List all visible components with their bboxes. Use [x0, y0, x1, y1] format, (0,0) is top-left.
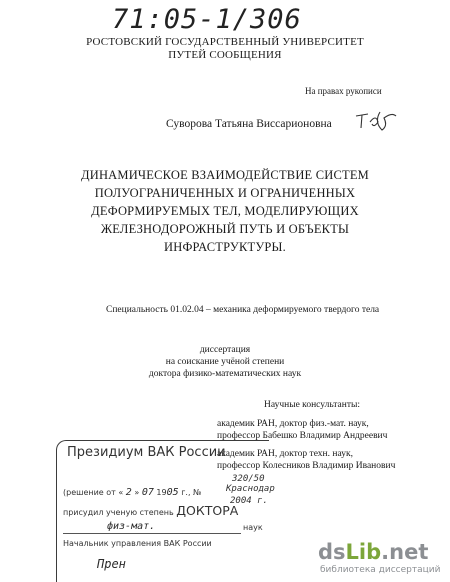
university-header: [0, 36, 450, 62]
consultant-1-degree: академик РАН, доктор физ.-мат. наук,: [217, 419, 369, 429]
dslib-watermark-logo: [318, 536, 450, 582]
stamp-awarded-line: [63, 503, 238, 518]
dissertation-line: на соискание учёной степени: [165, 357, 285, 367]
title-line: ДИНАМИЧЕСКОЕ ВЗАИМОДЕЙСТВИЕ СИСТЕМ: [80, 168, 369, 182]
author-name: Суворова Татьяна Виссарионовна: [166, 118, 332, 130]
dslib-logo-net: .net: [381, 540, 429, 564]
stamp-decision-tail: г., №: [181, 488, 202, 497]
university-line-2: ПУТЕЙ СООБЩЕНИЯ: [168, 49, 282, 61]
title-line: ДЕФОРМИРУЕМЫХ ТЕЛ, МОДЕЛИРУЮЩИХ: [91, 204, 359, 218]
margin-note-city: Краснодар: [226, 484, 275, 494]
stamp-decision-mid: »: [134, 488, 140, 497]
title-line: ПОЛУОГРАНИЧЕННЫХ И ОГРАНИЧЕННЫХ: [94, 186, 356, 200]
stamp-decision-label: (решение от «: [63, 488, 124, 497]
stamp-chief-signature: Прен: [97, 557, 126, 571]
stamp-field-suffix: наук: [243, 523, 263, 532]
call-number: 71:05-1/306: [112, 4, 302, 35]
stamp-degree: ДОКТОРА: [176, 503, 239, 518]
dissertation-title: [0, 166, 450, 256]
stamp-chief: Начальник управления ВАК России: [63, 539, 212, 548]
rights-note: На правах рукописи: [305, 86, 382, 96]
title-line: ИНФРАСТРУКТУРЫ.: [164, 240, 286, 254]
dslib-logo-lib: Lib: [345, 540, 382, 564]
dissertation-line: диссертация: [199, 345, 251, 355]
dslib-logo-text: [318, 540, 428, 564]
stamp-decision-month: 07: [141, 487, 154, 498]
dslib-logo-ds: ds: [318, 540, 346, 564]
title-line: ЖЕЛЕЗНОДОРОЖНЫЙ ПУТЬ И ОБЪЕКТЫ: [100, 222, 350, 236]
dslib-logo-subtitle: библиотека диссертаций: [320, 565, 441, 575]
stamp-header: Президиум ВАК России: [67, 445, 226, 460]
stamp-awarded: присудил ученую степень: [63, 508, 174, 517]
consultant-2-degree: академик РАН, доктор техн. наук,: [217, 449, 353, 459]
consultants-heading: Научные консультанты:: [264, 400, 361, 410]
consultant-1: [217, 418, 387, 442]
university-line-1: РОСТОВСКИЙ ГОСУДАРСТВЕННЫЙ УНИВЕРСИТЕТ: [86, 36, 364, 48]
dissertation-line: доктора физико-математических наук: [148, 369, 302, 379]
stamp-decision-line: [63, 487, 201, 498]
stamp-decision-year-prefix: 19: [156, 488, 167, 497]
dissertation-type: [0, 344, 450, 380]
margin-note-year: 2004 г.: [230, 496, 268, 506]
margin-note-number: 320/50: [232, 474, 265, 484]
stamp-field-line: [107, 521, 155, 532]
stamp-decision-year: 05: [166, 487, 179, 498]
consultant-1-name: профессор Бабешко Владимир Андреевич: [217, 431, 388, 441]
stamp-field-rule: [63, 533, 241, 534]
stamp-decision-day: 2: [125, 487, 132, 498]
stamp-field: физ-мат.: [107, 521, 156, 532]
vak-stamp: [56, 440, 269, 582]
consultant-2-name: профессор Колесников Владимир Иванович: [217, 461, 396, 471]
author-signature: [352, 108, 400, 136]
specialty-line: Специальность 01.02.04 – механика деформируемого твердого тела: [106, 305, 380, 315]
